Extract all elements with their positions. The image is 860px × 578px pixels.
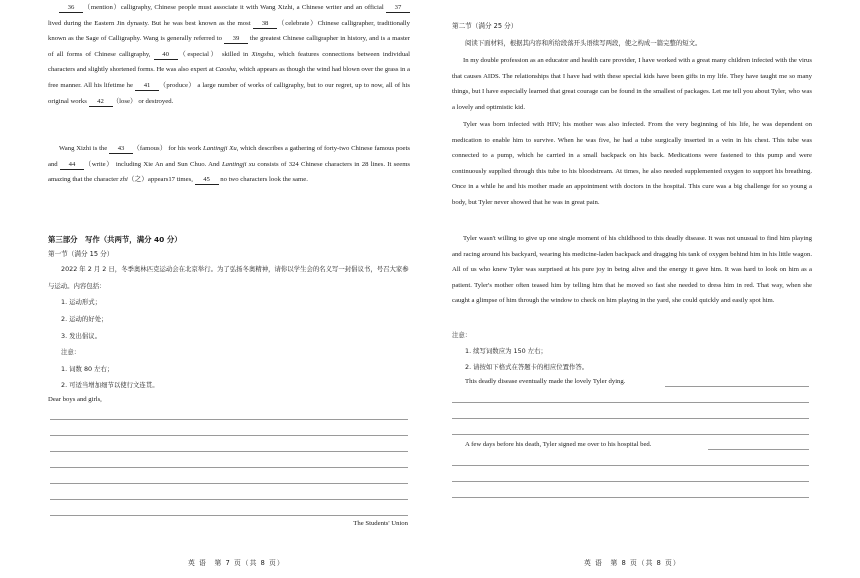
blank-41[interactable]: 41 [135,81,159,91]
answer-line[interactable] [50,483,408,484]
blank-42[interactable]: 42 [89,97,113,107]
blank-39[interactable]: 39 [224,34,248,44]
answer-line[interactable] [708,449,809,450]
story-paragraph-3: Tyler wasn't willing to give up one single moment of his childhood to this deadly disease. It was not unusual to find him playing and racing around his backyard, wearing his medicine-laden backpack and dragging his tank of oxygen behind him in his little wagon. All of us who knew Tyler was surprised at his pure joy in being alive and the energy it gave him. It was hard to look on him as a patient. Tyler's mother often teased him by telling him that he moved so fast she needed to dress him in red. That way, when she caught a glimpse of him through the window to check on him playing in the yard, she could quickly and easily spot him. [452,235,812,305]
story-paragraph-1: In my double profession as an educator and health care provider, I have worked with a great many children infected with the virus that causes AIDS. The relationships that I have had with these special kids have been gifts in my life. They have taught me so many things, but I have especially learned that great courage can be found in the smallest of packages. Let me tell you about Tyler, who was a lovely and optimistic kid. [452,57,812,111]
story-paragraph-2: Tyler was born infected with HIV; his mother was also infected. From the very beginning of his life, he was dependent on medication to enable him to survive. When he was five, he had a tube surgically inserted in a vein in his chest. This tube was connected to a pump, which he carried in a small backpack on his back. Medications were fastened to this pump and were continuously supplied through this tube to his bloodstream. At times, he also needed supplemented oxygen to support his breathing. Once in a while he and his mother made an appointment with doctors in the hospital. This cure was a big challenge for so young a body, but Tyler never showed that he was in great pain. [452,121,812,206]
section1-title: 第一节（满分 15 分） [48,250,114,258]
letter-greeting: Dear boys and girls, [48,396,102,403]
section2-title: 第二节（满分 25 分） [452,22,518,30]
page-footer-7: 英 语 第 7 页（共 8 页） [188,559,285,567]
answer-line[interactable] [50,515,408,516]
answer-line[interactable] [452,418,809,419]
blank-43[interactable]: 43 [109,144,133,154]
answer-line[interactable] [452,497,809,498]
blank-36[interactable]: 36 [59,3,83,13]
answer-line[interactable] [665,386,809,387]
note-1: 1. 词数 80 左右； [61,365,114,373]
blank-44[interactable]: 44 [60,160,84,170]
prompt-item-1: 1. 运动形式； [61,298,102,306]
answer-line[interactable] [50,499,408,500]
paragraph-starter-2: A few days before his death, Tyler signed me over to his hospital bed. [465,441,652,448]
left-page [48,0,410,578]
part3-title: 第三部分 写作（共两节，满分 40 分） [48,235,182,244]
answer-line[interactable] [50,419,408,420]
cloze-paragraph-2: Wang Xizhi is the 43 （famous） for his work Lantingji Xu, which describes a gathering of forty-two Chinese famous poets and 44 （write） including Xie An and Sun Chuo. And Lantingji xu consists of 324 Chinese characters in 28 lines. It seems amazing that the character zhi（之）appears17 times, 45 no two characters look the same. [48,145,411,184]
note-2: 2. 可适当增加细节以使行文连贯。 [61,381,159,389]
note-label: 注意： [61,348,81,356]
page-footer-8: 英 语 第 8 页（共 8 页） [584,559,681,567]
cloze-paragraph-1: 36 （mention）calligraphy, Chinese people must associate it with Wang Xizhi, a Chinese writer and an official 37 lived during the Eastern Jin dynasty. But he was best known as the most 38 （celebrate）Chinese calligrapher, traditionally known as the Sage of Calligraphy. Wang is generally referred to 39 the greatest Chinese calligrapher in history, and is a master of all forms of Chinese calligraphy, 40 （especial） skilled in Xingshu, which features connections between individual characters and slightly shortened forms. He was also expert at Caoshu, which appears as though the wind had blown over the grass in a free manner. All his lifetime he 41 （produce） a large number of works of calligraphy, but to our regret, up to now, all of his original works 42 （lose） or destroyed. [48,4,410,105]
blank-40[interactable]: 40 [154,50,178,60]
note-2: 2. 请按如下格式在答题卡的相应位置作答。 [465,363,589,371]
letter-signature: The Students' Union [353,520,408,527]
continuation-instruction: 阅读下面材料，根据其内容和所给段落开头语续写两段，使之构成一篇完整的短文。 [465,39,702,47]
paragraph-starter-1: This deadly disease eventually made the lovely Tyler dying. [465,378,626,385]
answer-line[interactable] [452,481,809,482]
answer-line[interactable] [452,434,809,435]
blank-37[interactable]: 37 [386,3,410,13]
blank-45[interactable]: 45 [195,175,219,185]
note-label: 注意： [452,331,472,339]
blank-38[interactable]: 38 [253,19,277,29]
answer-line[interactable] [50,467,408,468]
prompt-item-3: 3. 发出倡议。 [61,332,102,340]
right-page [452,0,812,578]
writing-prompt: 2022 年 2 月 2 日，冬季奥林匹克运动会在北京举行。为了弘扬冬奥精神，请你以学生会的名义写一封倡议书，号召大家参与运动。内容包括： [48,265,409,290]
prompt-item-2: 2. 运动的好处； [61,315,108,323]
note-1: 1. 续写词数应为 150 左右； [465,347,547,355]
answer-line[interactable] [452,465,809,466]
answer-line[interactable] [50,435,408,436]
answer-line[interactable] [452,402,809,403]
answer-line[interactable] [50,451,408,452]
